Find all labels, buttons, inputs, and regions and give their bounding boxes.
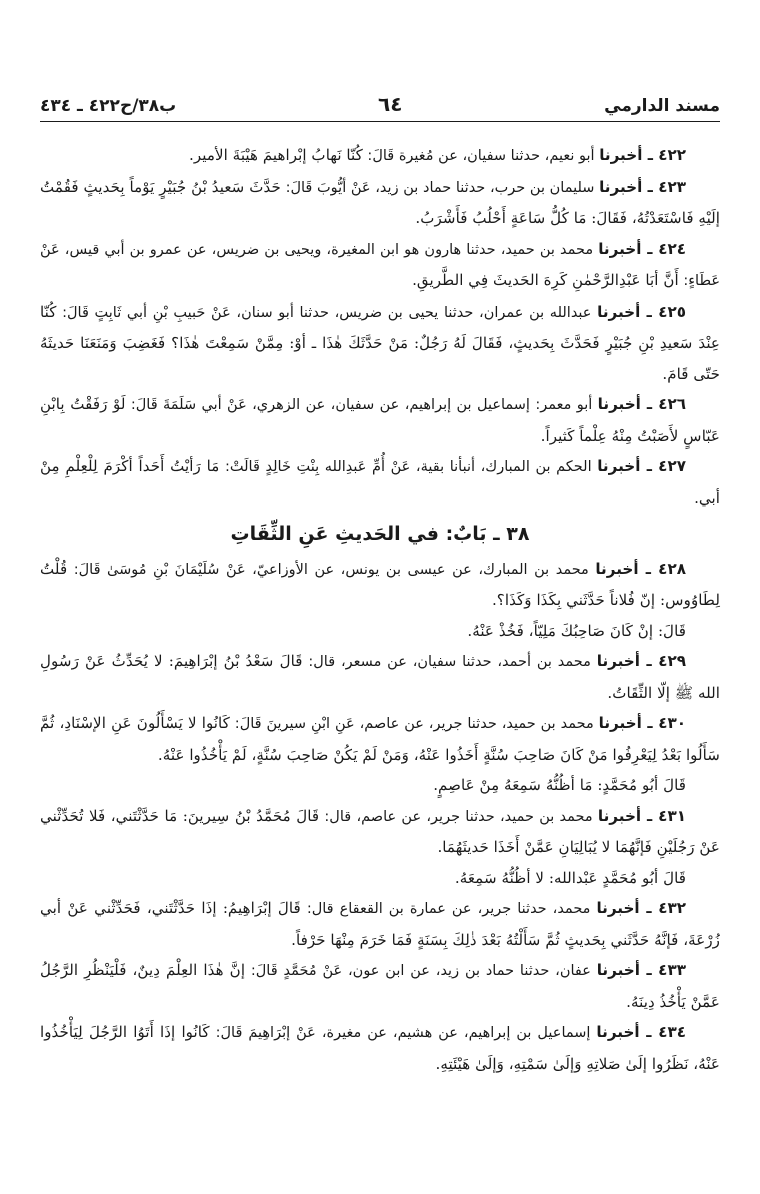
header-rule <box>40 121 720 122</box>
note-430: قَالَ أبُو مُحَمَّدٍ: مَا أظُنُّهُ سَمِعَهُ مِنْ عَاصِمٍ. <box>433 776 686 794</box>
hadith-433: ٤٣٣ ـ أخبرنا عفان، حدثنا حماد بن زيد، عن ابن عون، عَنْ مُحَمَّدٍ قَالَ: إنَّ هٰذَا العِلْمَ دِينٌ، فَلْيَنْظُرِ الرَّجُلُ عَمَّنْ يَأْخُذُ دِينَهُ. <box>40 961 720 1011</box>
hadith-431: ٤٣١ ـ أخبرنا محمد بن حميد، حدثنا جرير، عن عاصم، قال: قَالَ مُحَمَّدُ بْنُ سِيرينَ: مَا حَدَّثْتَني، فَلا تُحَدِّثْني عَنْ رَجُلَيْنِ فَإنَّهُمَا لا يُبَالِيَانِ عَمَّنْ أَخَذَا حَديثَهُمَا. <box>40 806 720 856</box>
reference-range: ب٣٨/ح٤٢٢ ـ ٤٣٤ <box>40 96 177 116</box>
note-428: قَالَ: إنْ كَانَ صَاحِبُكَ مَلِيّاً، فَخُذْ عَنْهُ. <box>467 621 686 640</box>
hadith-427: ٤٢٧ ـ أخبرنا الحكم بن المبارك، أنبأنا بقية، عَنْ أُمِّ عَبدِالله بِنْتِ خَالِدٍ قَالَتْ: مَا رَأيْتُ أَحَداً أكْرَمَ لِلْعِلْمِ مِنْ أبي. <box>40 457 720 507</box>
hadith-426: ٤٢٦ ـ أخبرنا أبو معمر: إسماعيل بن إبراهيم، عن سفيان، عن الزهري، عَنْ أبي سَلَمَةَ قَالَ: لَوْ رَفَقْتُ بِابْنِ عَبّاسٍ لأَصَبْتُ مِنْهُ عِلْماً كَثيراً. <box>40 395 720 445</box>
hadith-428: ٤٢٨ ـ أخبرنا محمد بن المبارك، عن عيسى بن يونس، عن الأوزاعيّ، عَنْ سُلَيْمَانَ بْنِ مُوسَىٰ قَالَ: قُلْتُ لِطَاوُوس: إنّ فُلاناً حَدَّثَني بِكَذَا وَكَذَا؟. <box>40 559 720 609</box>
hadith-434: ٤٣٤ ـ أخبرنا إسماعيل بن إبراهيم، عن هشيم، عن مغيرة، عَنْ إبْرَاهِيمَ قَالَ: كَانُوا إذَا أَتَوُا الرَّجُلَ لِيَأْخُذُوا عَنْهُ، نَظَرُوا إلَىٰ صَلاتِهِ وَإلَىٰ سَمْتِهِ، وَإلَىٰ هَيْئَتِهِ. <box>40 1023 720 1073</box>
hadith-422: ٤٢٢ ـ أخبرنا أبو نعيم، حدثنا سفيان، عن مُغيرة قَالَ: كُنّا نَهابُ إبْراهيمَ هَيْبَةَ الأمير. <box>189 146 686 164</box>
hadith-429: ٤٢٩ ـ أخبرنا محمد بن أحمد، حدثنا سفيان، عن مسعر، قال: قَالَ سَعْدُ بْنُ إبْرَاهِيمَ: لا يُحَدِّثُ عَنْ رَسُولِ الله ﷺ إلّا الثِّقَاتُ. <box>40 652 720 702</box>
book-title: مسند الدارمي <box>604 96 720 116</box>
hadith-430: ٤٣٠ ـ أخبرنا محمد بن حميد، حدثنا جرير، عن عاصم، عَنِ ابْنِ سيرينَ قَالَ: كَانُوا لا يَسْأَلُونَ عَنِ الإسْنَادِ، ثُمَّ سَأَلُوا بَعْدُ لِيَعْرِفُوا مَنْ كَانَ صَاحِبَ سُنَّةٍ أَخَذُوا عَنْهُ، وَمَنْ لَمْ يَكُنْ صَاحِبَ سُنَّةٍ، لَمْ يَأْخُذُوا عَنْهُ. <box>40 714 720 764</box>
hadith-432: ٤٣٢ ـ أخبرنا محمد، حدثنا جرير، عن عمارة بن القعقاع قال: قَالَ إبْرَاهِيمُ: إذَا حَدَّثْتَني، فَحَدِّثْني عَنْ أبي زُرْعَةَ، فَإنَّهُ حَدَّثَني بِحَديثٍ ثُمَّ سَأَلْتُهُ بَعْدَ ذٰلِكَ بِسَنَةٍ فَمَا خَرَمَ مِنْهَا حَرْفاً. <box>40 899 720 949</box>
hadith-425: ٤٢٥ ـ أخبرنا عبدالله بن عمران، حدثنا يحيى بن ضريس، حدثنا أبو سنان، عَنْ حَبيبِ بْنِ أبي ثَابِتٍ قَالَ: كُنّا عِنْدَ سَعيدِ بْنِ جُبَيْرٍ فَحَدَّثَ بِحَديثٍ، فَقَالَ لَهُ رَجُلٌ: مَنْ حَدَّثَكَ هٰذَا ـ أوْ: مِمَّنْ سَمِعْتَ هٰذَا؟ فَغَضِبَ وَمَنَعَنَا حَديثَهُ حَتّى قَامَ. <box>40 302 720 383</box>
page-body <box>40 140 720 1079</box>
hadith-424: ٤٢٤ ـ أخبرنا محمد بن حميد، حدثنا هارون هو ابن المغيرة، ويحيى بن ضريس، عن عمرو بن أبي قيس، عَنْ عَطَاءٍ: أَنَّ أبَا عَبْدِالرَّحْمٰنِ كَرِهَ الحَديثَ فِي الطَّريقِ. <box>40 239 720 289</box>
chapter-heading: ٣٨ ـ بَابٌ: في الحَديثِ عَنِ الثِّقَاتِ <box>230 523 530 545</box>
hadith-423: ٤٢٣ ـ أخبرنا سليمان بن حرب، حدثنا حماد بن زيد، عَنْ أيُّوبَ قَالَ: حَدَّثَ سَعيدُ بْنُ جُبَيْرٍ يَوْماً بِحَديثٍ فَقُمْتُ إلَيْهِ فَاسْتَعَدْتُهُ، فَقَالَ: مَا كُلُّ سَاعَةٍ أَحْلُبُ فَأَشْرَبُ. <box>40 177 720 227</box>
page-number: ٦٤ <box>377 92 403 116</box>
running-header <box>40 86 720 116</box>
note-431: قَالَ أبُو مُحَمَّدٍ عَبْدالله: لا أظُنُّهُ سَمِعَهُ. <box>454 868 686 887</box>
